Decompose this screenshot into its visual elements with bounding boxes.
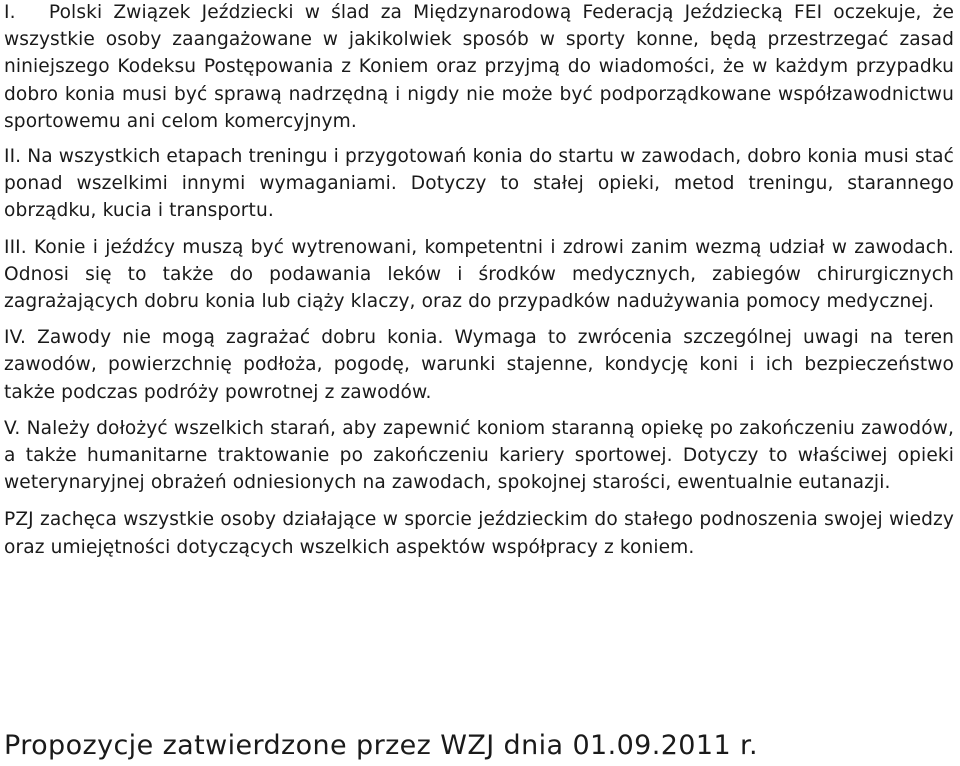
paragraph-i [4, 0, 954, 135]
paragraph-text: Konie i jeźdźcy muszą być wytrenowani, kompetentni i zdrowi zanim wezmą udział w zawodach. Odnosi się to także do podawania leków i środków medycznych, zabiegów chirurgicznych zagrażających dobru konia lub ciąży klaczy, oraz do przypadków nadużywania pomocy medycznej. [4, 236, 954, 313]
paragraph-numeral: II. [4, 146, 22, 168]
paragraph-numeral: I. [4, 2, 16, 23]
paragraph-v [4, 415, 954, 497]
approval-footer: Propozycje zatwierdzone przez WZJ dnia 01.09.2011 r. [4, 730, 759, 761]
document-body [4, 0, 954, 561]
paragraph-numeral: V. [4, 417, 21, 439]
paragraph-text: Na wszystkich etapach treningu i przygotowań konia do startu w zawodach, dobro konia musi stać ponad wszelkimi innymi wymaganiami. Dotyczy to stałej opieki, metod treningu, starannego obrządku, kucia i transportu. [4, 146, 954, 222]
paragraph-numeral: IV. [4, 327, 27, 349]
closing-paragraph: PZJ zachęca wszystkie osoby działające w sporcie jeździeckim do stałego podnoszenia swojej wiedzy oraz umiejętności dotyczących wszelkich aspektów współpracy z koniem. [4, 509, 954, 558]
paragraph-numeral: III. [4, 236, 27, 258]
paragraph-iii [4, 234, 954, 316]
paragraph-ii [4, 143, 954, 225]
paragraph-text: Należy dołożyć wszelkich starań, aby zapewnić koniom staranną opiekę po zakończeniu zawodów, a także humanitarne traktowanie po zakończeniu kariery sportowej. Dotyczy to właściwej opieki weterynaryjnej obrażeń odniesionych na zawodach, spokojnej starości, ewentualnie eutanazji. [4, 417, 954, 494]
paragraph-text: Polski Związek Jeździecki w ślad za Międzynarodową Federacją Jeździecką FEI oczekuje, że wszystkie osoby zaangażowane w jakikolwiek sposób w sporty konne, będą przestrzegać zasad niniejszego Kodeksu Postępowania z Koniem oraz przyjmą do wiadomości, że w każdym przypadku dobro konia musi być sprawą nadrzędną i nigdy nie może być podporządkowane współzawodnictwu sportowemu ani celom komercyjnym. [4, 2, 954, 132]
paragraph-text: Zawody nie mogą zagrażać dobru konia. Wymaga to zwrócenia szczególnej uwagi na teren zawodów, powierzchnię podłoża, pogodę, warunki stajenne, kondycję koni i ich bezpieczeństwo także podczas podróży powrotnej z zawodów. [4, 327, 954, 403]
paragraph-iv [4, 324, 954, 406]
